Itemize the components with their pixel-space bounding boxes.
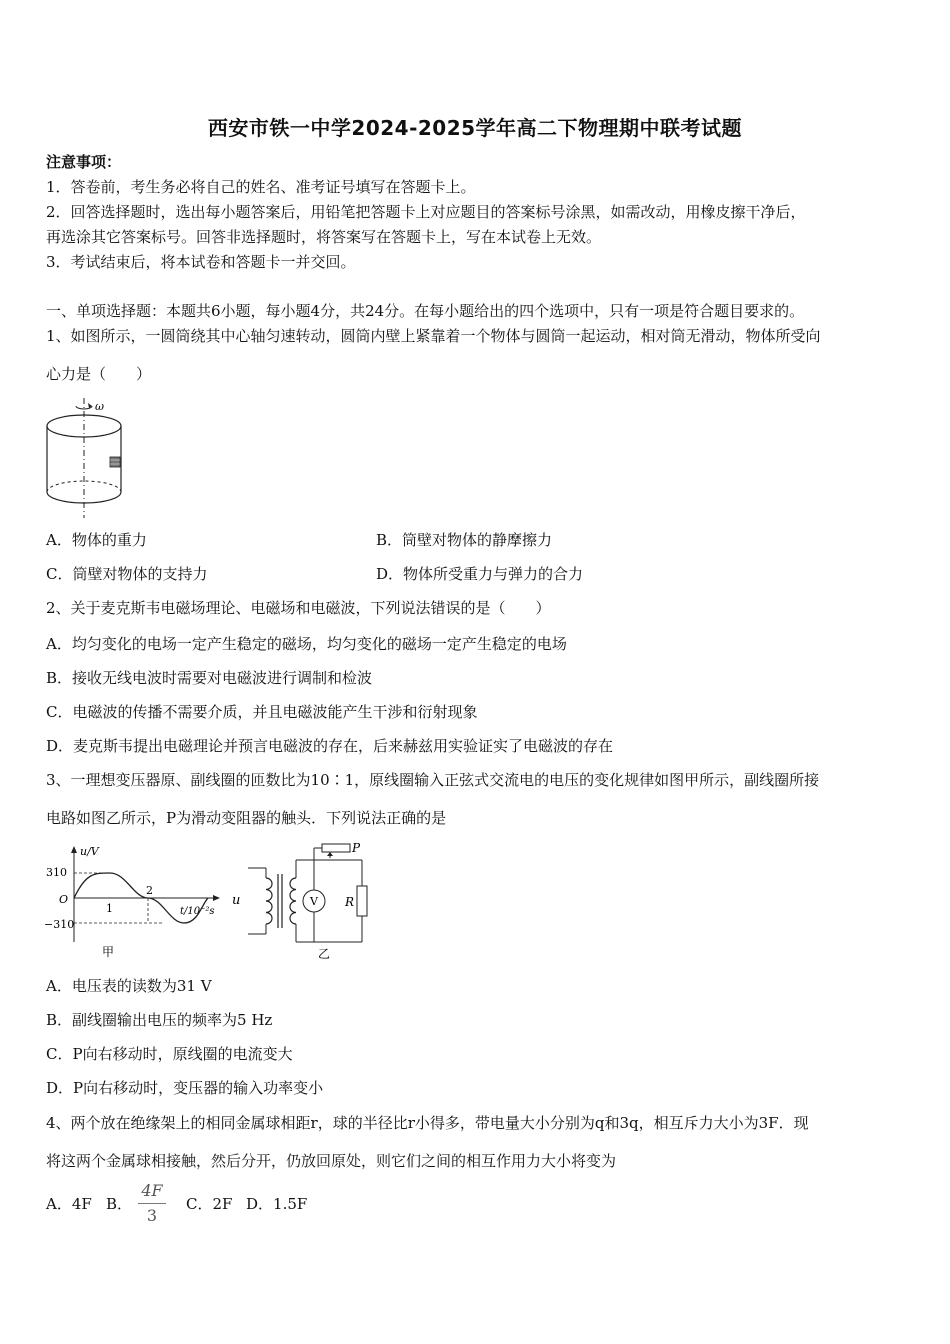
q1-option-a: A．物体的重力 <box>46 531 147 549</box>
q1-cylinder-figure <box>40 394 140 522</box>
q1-option-c: C．筒壁对物体的支持力 <box>46 565 208 583</box>
section-1-heading: 一、单项选择题：本题共6小题，每小题4分，共24分。在每小题给出的四个选项中，只有一项是符合题目要求的。 <box>46 302 805 320</box>
block-object <box>110 457 120 467</box>
page-title: 西安市铁一中学2024-2025学年高二下物理期中联考试题 <box>207 116 743 140</box>
figure-jia-label: 甲 <box>102 945 115 959</box>
fraction-bar <box>138 1203 166 1204</box>
q4-option-b-fraction <box>138 1181 166 1226</box>
q4-stem-line1: 4、两个放在绝缘架上的相同金属球相距r，球的半径比r小得多，带电量大小分别为q和3q，相互斥力大小为3F．现 <box>46 1114 809 1132</box>
notice-item-2: 2．回答选择题时，选出每小题答案后，用铅笔把答题卡上对应题目的答案标号涂黑，如需改动，用橡皮擦干净后， <box>46 203 806 221</box>
q3-option-c: C．P向右移动时，原线圈的电流变大 <box>46 1045 293 1063</box>
x-axis-label: t/10⁻²s <box>180 906 215 917</box>
y-min-label: −310 <box>44 918 75 931</box>
q3-circuit-diagram <box>226 838 386 962</box>
fraction-numerator: 4F <box>141 1181 163 1200</box>
q1-option-d: D．物体所受重力与弹力的合力 <box>376 565 584 583</box>
slider-P-label: P <box>352 841 361 855</box>
q4-option-a <box>46 1194 92 1214</box>
q2-option-c: C．电磁波的传播不需要介质，并且电磁波能产生干涉和衍射现象 <box>46 703 478 721</box>
q3-stem-line1: 3、一理想变压器原、副线圈的匝数比为10∶1，原线圈输入正弦式交流电的电压的变化规律如图甲所示，副线圈所接 <box>46 771 820 789</box>
q4-option-d: D．1.5F <box>246 1195 308 1213</box>
q4-option-a-text: A．4F <box>46 1195 92 1213</box>
q2-stem: 2、关于麦克斯韦电磁场理论、电磁场和电磁波，下列说法错误的是（ ） <box>46 599 551 617</box>
secondary-coil <box>290 878 296 924</box>
q1-stem-line1: 1、如图所示，一圆筒绕其中心轴匀速转动，圆筒内壁上紧靠着一个物体与圆筒一起运动，相对筒无滑动，物体所受向 <box>46 327 821 345</box>
q3-voltage-graph <box>44 842 224 962</box>
q3-option-a: A．电压表的读数为31 V <box>46 977 212 995</box>
notice-item-1: 1．答卷前，考生务必将自己的姓名、准考证号填写在答题卡上。 <box>46 178 476 196</box>
q1-option-b: B．筒壁对物体的静摩擦力 <box>376 531 553 549</box>
input-voltage-label: u <box>232 893 241 908</box>
notice-item-3: 3．考试结束后，将本试卷和答题卡一并交回。 <box>46 253 356 271</box>
notice-item-2-cont: 再选涂其它答案标号。回答非选择题时，将答案写在答题卡上，写在本试卷上无效。 <box>46 228 602 246</box>
q4-stem-line2: 将这两个金属球相接触，然后分开，仍放回原处，则它们之间的相互作用力大小将变为 <box>46 1152 617 1170</box>
q3-option-b: B．副线圈输出电压的频率为5 Hz <box>46 1011 273 1029</box>
notice-heading: 注意事项： <box>46 153 122 171</box>
q2-option-d: D．麦克斯韦提出电磁理论并预言电磁波的存在，后来赫兹用实验证实了电磁波的存在 <box>46 737 614 755</box>
q3-stem-line2: 电路如图乙所示，P为滑动变阻器的触头．下列说法正确的是 <box>46 809 447 827</box>
y-max-label: 310 <box>46 866 67 879</box>
x-tick-2: 2 <box>146 884 153 897</box>
q4-option-b: B． <box>106 1195 133 1213</box>
figure-yi-label: 乙 <box>318 947 331 961</box>
x-tick-1: 1 <box>106 902 113 915</box>
q2-option-b: B．接收无线电波时需要对电磁波进行调制和检波 <box>46 669 373 687</box>
rheostat <box>322 844 350 852</box>
origin-label: O <box>59 893 69 906</box>
primary-coil <box>266 878 272 924</box>
voltmeter-label: V <box>310 895 318 908</box>
q4-option-c: C．2F <box>186 1195 233 1213</box>
resistor-label: R <box>345 895 355 909</box>
q1-stem-line2: 心力是（ ） <box>46 365 152 383</box>
fraction-denominator: 3 <box>146 1206 158 1225</box>
q3-option-d: D．P向右移动时，变压器的输入功率变小 <box>46 1079 324 1097</box>
y-axis-label: u/V <box>80 845 99 858</box>
q2-option-a: A．均匀变化的电场一定产生稳定的磁场，均匀变化的磁场一定产生稳定的电场 <box>46 635 567 653</box>
resistor-R <box>357 886 367 916</box>
omega-label: ω <box>95 400 104 413</box>
